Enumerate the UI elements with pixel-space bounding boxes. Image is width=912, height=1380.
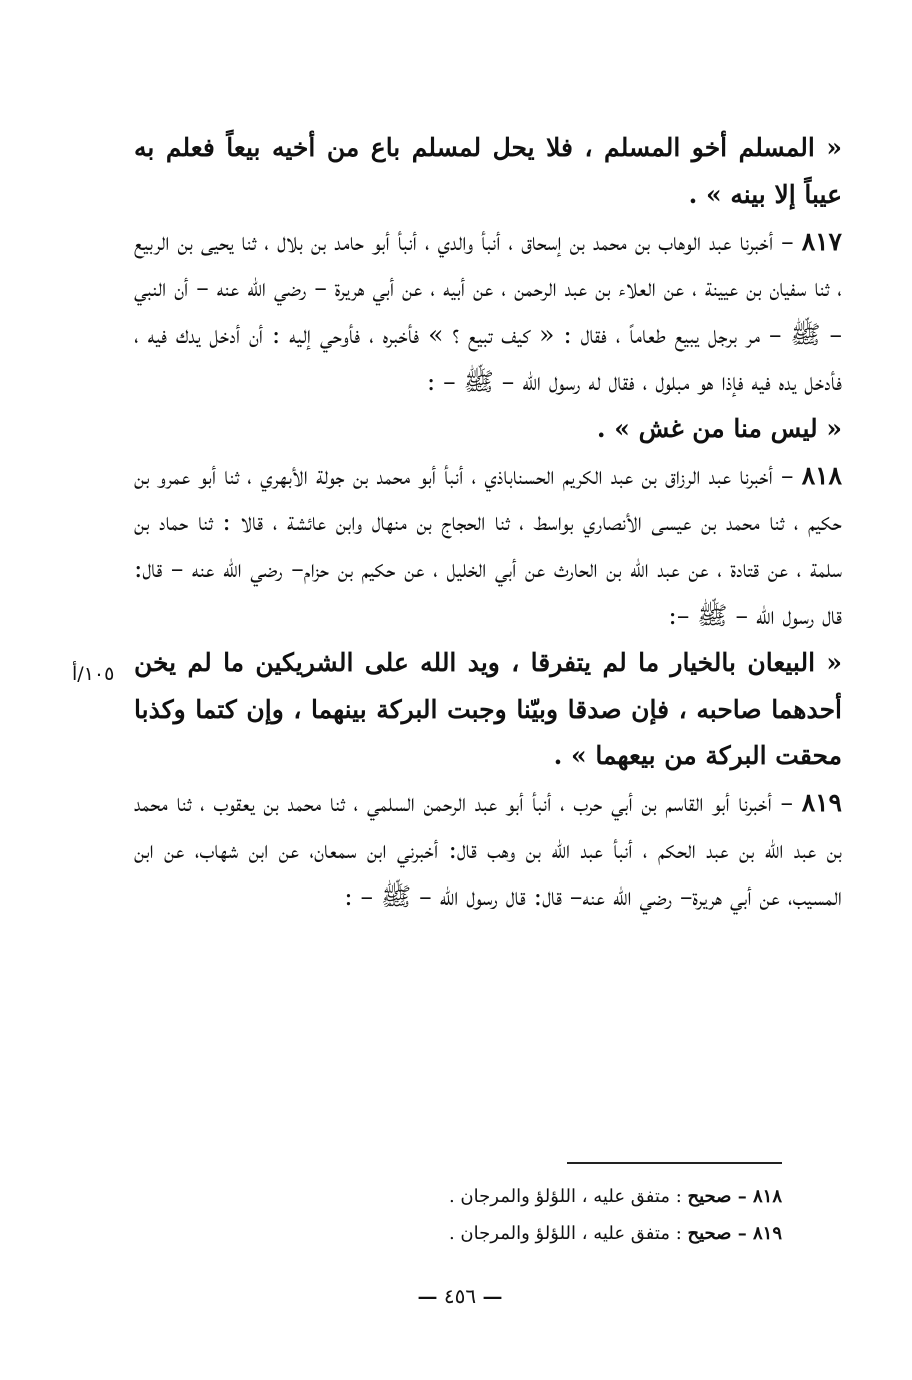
quote-text: « المسلم أخو المسلم ، فلا يحل لمسلم باع من أخيه بيعاً فعلم به عيباً إلا بينه » . (134, 133, 842, 209)
quote-paragraph (134, 640, 842, 780)
margin-folio-note: ١٠٥/أ (72, 663, 115, 685)
hadith-number: ٨١٧ (801, 226, 842, 256)
hadith-number: ٨١٩ (801, 788, 842, 818)
dash-right: — (417, 1284, 438, 1308)
footnote-text: : متفق عليه ، اللؤلؤ والمرجان . (448, 1223, 688, 1244)
hadith-818 (134, 453, 842, 640)
page-number (395, 1284, 525, 1308)
main-text (134, 125, 842, 921)
footnote (300, 1178, 782, 1215)
footnote-divider (567, 1162, 782, 1164)
dash-left: — (482, 1284, 503, 1308)
hadith-817 (134, 219, 842, 406)
quote-paragraph (134, 125, 842, 219)
footnote-label: – صحيح (687, 1223, 753, 1244)
footnote-number: ٨١٨ (752, 1186, 782, 1207)
footnote-label: – صحيح (687, 1186, 753, 1207)
hadith-text: – أخبرنا عبد الوهاب بن محمد بن إسحاق ، أنبأ والدي ، أنبأ أبو حامد بن بلال ، ثنا يحيى بن الربيع ، ثنا سفيان بن عيينة ، عن العلاء بن عبد الرحمن ، عن أبيه ، عن أبي هريرة – رضي الله عنه – أن النبي – ﷺ – مر برجل يبيع طعاماً ، فقال : « كيف تبيع ؟ » فأخبره ، فأوحي إليه : أن أدخل يدك فيه ، فأدخل يده فيه فإذا هو مبلول ، فقال له رسول الله – ﷺ – : (134, 226, 842, 396)
footnotes (300, 1178, 782, 1252)
footnote-text: : متفق عليه ، اللؤلؤ والمرجان . (448, 1186, 688, 1207)
footnote-number: ٨١٩ (752, 1223, 782, 1244)
hadith-text: – أخبرنا أبو القاسم بن أبي حرب ، أنبأ أبو عبد الرحمن السلمي ، ثنا محمد بن يعقوب ، ثنا محمد بن عبد الله بن عبد الحكم ، أنبأ عبد الله بن وهب قال: أخبرني ابن سمعان، عن ابن شهاب، عن ابن المسيب، عن أبي هريرة– رضي الله عنه– قال: قال رسول الله – ﷺ – : (134, 788, 842, 911)
hadith-text: – أخبرنا عبد الرزاق بن عبد الكريم الحسناباذي ، أنبأ أبو محمد بن جولة الأبهري ، ثنا أبو عمرو بن حكيم ، ثنا محمد بن عيسى الأنصاري بواسط ، ثنا الحجاج بن منهال وابن عائشة ، قالا : ثنا حماد بن سلمة ، عن قتادة ، عن عبد الله بن الحارث عن أبي الخليل ، عن حكيم بن حزام– رضي الله عنه – قال: قال رسول الله – ﷺ –: (134, 460, 843, 630)
quote-paragraph (134, 406, 842, 453)
hadith-number: ٨١٨ (801, 460, 842, 490)
hadith-819 (134, 780, 842, 920)
quote-text: « البيعان بالخيار ما لم يتفرقا ، ويد الله على الشريكين ما لم يخن أحدهما صاحبه ، فإن صدقا وبيّنا وجبت البركة بينهما ، وإن كتما وكذبا محقت البركة من بيعهما » . (134, 647, 842, 771)
footnote (300, 1215, 782, 1252)
page-number-value: ٤٥٦ (443, 1284, 477, 1308)
quote-text: « ليس منا من غش » . (596, 413, 842, 443)
